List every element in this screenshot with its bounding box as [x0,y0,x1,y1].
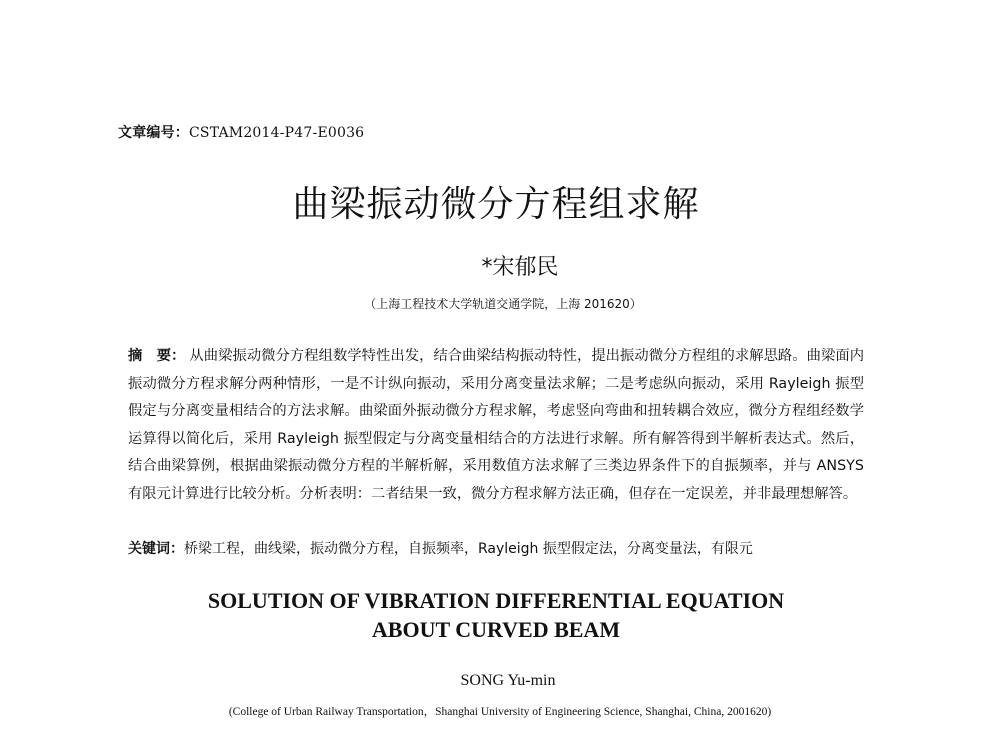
keywords-label: 关键词： [128,541,184,557]
english-author: SONG Yu-min [460,672,556,689]
chinese-author: *宋郁民 [481,255,559,280]
english-title-line-1: SOLUTION OF VIBRATION DIFFERENTIAL EQUATION [207,588,785,613]
english-affiliation: (College of Urban Railway Transportation，Shanghai University of Engineering Science, Shanghai, China, 2001620) [228,706,772,718]
abstract [128,343,864,508]
english-title [0,586,992,644]
article-number [118,122,364,142]
english-title-line-2: ABOUT CURVED BEAM [371,617,621,642]
abstract-label: 摘 要： [128,348,186,364]
chinese-title: 曲梁振动微分方程组求解 [292,184,700,225]
article-number-label: 文章编号： [118,125,189,141]
abstract-text: 从曲梁振动微分方程组数学特性出发，结合曲梁结构振动特性，提出振动微分方程组的求解思路。曲梁面内振动微分方程求解分两种情形，一是不计纵向振动，采用分离变量法求解；二是考虑纵向振动，采用 Rayleigh 振型假定与分离变量相结合的方法求解。曲梁面外振动微分方程求解，考虑竖向弯曲和扭转耦合效应，微分方程组经数学运算得以简化后，采用 Rayleigh 振型假定与分离变量相结合的方法进行求解。所有解答得到半解析表达式。然后，结合曲梁算例，根据曲梁振动微分方程的半解析解，采用数值方法求解了三类边界条件下的自振频率，并与 ANSYS 有限元计算进行比较分析。分析表明：二者结果一致，微分方程求解方法正确，但存在一定误差，并非最理想解答。 [128,348,865,502]
chinese-affiliation: （上海工程技术大学轨道交通学院，上海 201620） [364,297,642,311]
keywords [128,538,864,558]
keywords-text: 桥梁工程，曲线梁，振动微分方程，自振频率，Rayleigh 振型假定法，分离变量法，有限元 [184,541,753,557]
article-number-value: CSTAM2014-P47-E0036 [189,125,365,141]
